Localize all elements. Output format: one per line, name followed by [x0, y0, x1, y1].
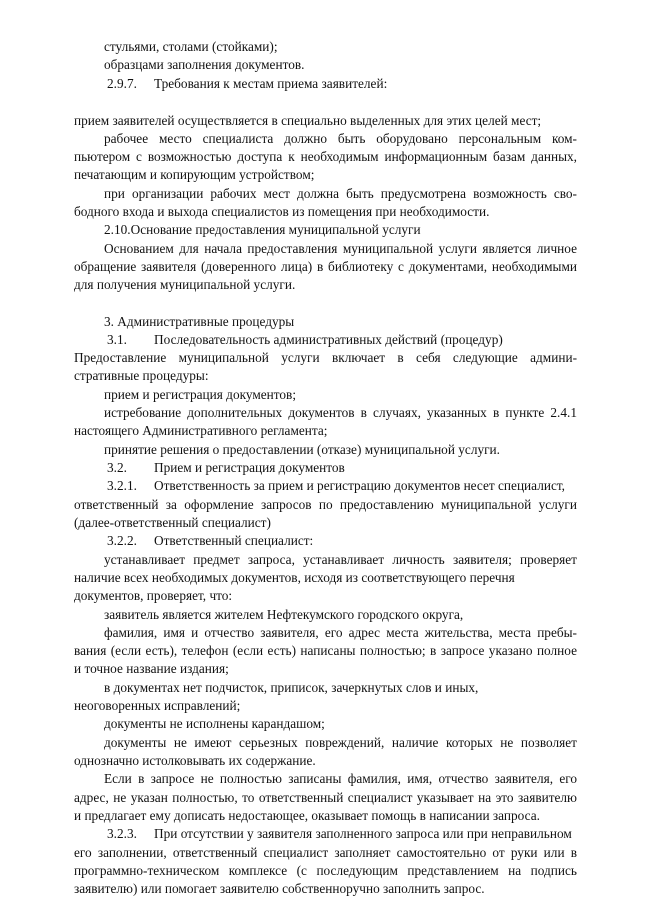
paragraph-line: устанавливает предмет запроса, устанавливает личность заявителя; проверяет	[104, 552, 577, 567]
list-item: прием и регистрация документов;	[104, 387, 297, 402]
paragraph-line: ответственный за оформление запросов по предоставлению муниципальной услуги	[74, 497, 577, 512]
chapter-heading-3: 3. Административные процедуры	[104, 314, 295, 329]
section-title: Прием и регистрация документов	[154, 460, 345, 475]
paragraph-line: при организации рабочих мест должна быть предусмотрена возможность сво-	[104, 186, 577, 201]
paragraph-line: обращение заявителя (доверенного лица) в библиотеку с документами, необходимыми	[74, 259, 577, 274]
paragraph-line: для получения муниципальной услуги.	[74, 277, 296, 292]
paragraph-line: настоящего Административного регламента;	[74, 423, 328, 438]
paragraph-line: вания (если есть), телефон (если есть) написаны полностью; в запросе указано полное	[74, 643, 577, 658]
paragraph-line: рабочее место специалиста должно быть оборудовано персональным ком-	[104, 131, 577, 146]
paragraph-line: однозначно истолковывать их содержание.	[74, 753, 316, 768]
paragraph-line: и точное название издания;	[74, 661, 229, 676]
section-heading-2-10: 2.10.Основание предоставления муниципальной услуги	[104, 222, 421, 237]
paragraph-line: документов, проверяет, что:	[74, 588, 233, 603]
list-item: фамилия, имя и отчество заявителя, его адрес места жительства, места пребы-	[104, 625, 577, 640]
paragraph-line: программно-техническом комплексе (с последующим представлением на подпись	[74, 863, 577, 878]
list-item: принятие решения о предоставлении (отказе) муниципальной услуги.	[104, 442, 500, 457]
section-heading-3-2-2	[107, 532, 313, 550]
section-heading-3-2-3	[107, 825, 577, 843]
paragraph-line: (далее-ответственный специалист)	[74, 515, 271, 530]
section-title: Последовательность административных действий (процедур)	[154, 332, 503, 347]
section-number: 3.2.2.	[107, 533, 137, 548]
section-number: 2.9.7.	[107, 76, 137, 91]
section-number: 3.2.1.	[107, 478, 137, 493]
paragraph-line: его заполнении, ответственный специалист заполняет самостоятельно от руки или в	[74, 845, 577, 860]
section-number: 3.2.3.	[107, 826, 137, 841]
list-item: в документах нет подчисток, приписок, зачеркнутых слов и иных,	[104, 680, 479, 695]
paragraph-line: заявителю) или помогает заявителю собственноручно заполнить запрос.	[74, 881, 485, 896]
section-title: Ответственный специалист:	[154, 533, 314, 548]
paragraph-line: стративные процедуры:	[74, 368, 209, 383]
section-title: Требования к местам приема заявителей:	[154, 76, 388, 91]
section-title: При отсутствии у заявителя заполненного запроса или при неправильном	[154, 826, 572, 841]
section-heading-3-2-1	[107, 477, 577, 495]
paragraph-line: наличие всех необходимых документов, исходя из соответствующего перечня	[74, 570, 515, 585]
section-number: 3.2.	[107, 460, 127, 475]
paragraph-line: бодного входа и выхода специалистов из помещения при необходимости.	[74, 204, 490, 219]
paragraph-line: адрес, не указан полностью, то ответственный специалист указывает на это заявителю	[74, 790, 577, 805]
list-item: истребование дополнительных документов в случаях, указанных в пункте 2.4.1	[104, 405, 577, 420]
paragraph-line: печатающим и копирующим устройством;	[74, 167, 315, 182]
paragraph-line: Предоставление муниципальной услуги включает в себя следующие админи-	[74, 350, 577, 365]
section-heading-3-2	[107, 459, 345, 477]
paragraph-line: неоговоренных исправлений;	[74, 698, 241, 713]
paragraph-line: прием заявителей осуществляется в специально выделенных для этих целей мест;	[74, 113, 542, 128]
list-item: образцами заполнения документов.	[104, 57, 305, 72]
list-item: стульями, столами (стойками);	[104, 39, 278, 54]
paragraph-line: Основанием для начала предоставления муниципальной услуги является личное	[104, 241, 577, 256]
section-title: Ответственность за прием и регистрацию документов несет специалист,	[154, 478, 565, 493]
paragraph-line: и предлагает ему дописать недостающее, оказывает помощь в написании запроса.	[74, 808, 540, 823]
list-item: заявитель является жителем Нефтекумского городского округа,	[104, 607, 464, 622]
section-heading-3-1	[107, 331, 503, 349]
list-item: документы не имеют серьезных повреждений, наличие которых не позволяет	[104, 735, 577, 750]
paragraph-line: пьютером с возможностью доступа к необходимым информационным базам данных,	[74, 149, 577, 164]
list-item: документы не исполнены карандашом;	[104, 716, 325, 731]
section-number: 3.1.	[107, 332, 127, 347]
paragraph-line: Если в запросе не полностью записаны фамилия, имя, отчество заявителя, его	[104, 771, 577, 786]
section-heading-2-9-7	[107, 75, 387, 93]
